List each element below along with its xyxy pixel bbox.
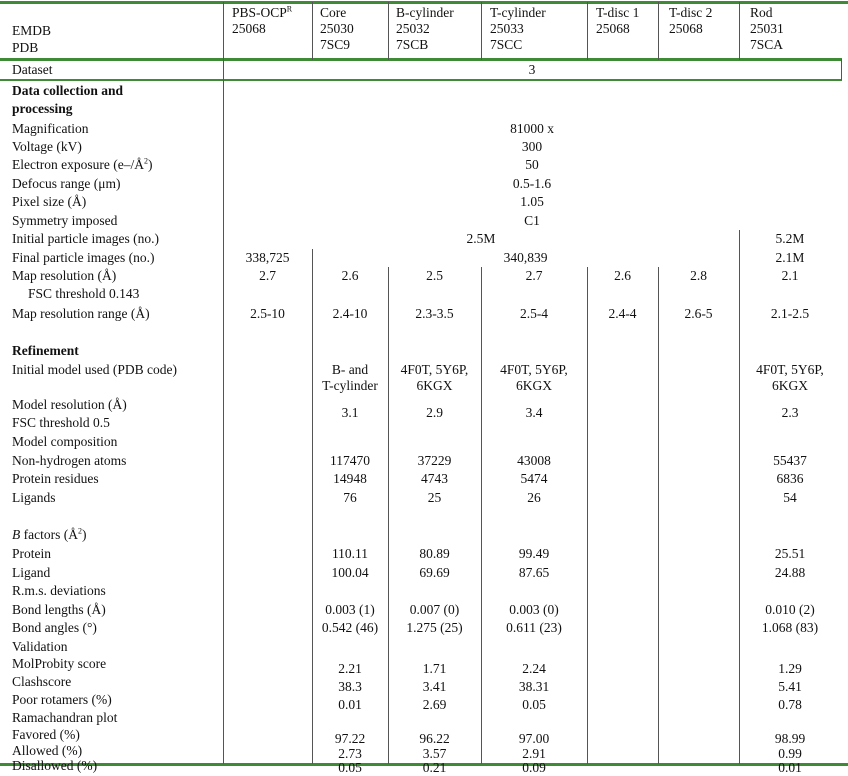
row-label-b-factors [12,527,86,543]
initial-particles-shared: 2.5M [466,231,496,246]
col-pdb: 7SCC [490,37,523,52]
model-res-core: 3.1 [341,405,359,420]
dataset-rule [0,79,842,81]
row-label: Model resolution (Å) [12,397,127,412]
value-cell-bcyl: 69.69 [419,565,450,580]
value-cell-core: 110.11 [331,546,369,561]
initial-model-bcyl [388,362,481,394]
value-cell-bcyl: 3.41 [422,679,447,694]
col-name-sup: R [286,4,293,14]
row-label: Poor rotamers (%) [12,692,112,707]
value-cell-rod: 98.99 [774,731,806,746]
col-divider [658,267,659,764]
header-rule [0,58,842,61]
value-cell-rod: 54 [783,490,797,505]
value-cell-core: 0.01 [338,697,362,712]
line: 4F0T, 5Y6P, [400,362,469,377]
value-cell-rod: 1.29 [778,661,802,676]
line: 4F0T, 5Y6P, [756,362,824,377]
initial-model-core [312,362,388,394]
row-label: R.m.s. deviations [12,583,106,598]
value-cell-rod: 0.78 [778,697,802,712]
row-label: Favored (%) [12,727,80,742]
value-cell-tcyl: 38.31 [518,679,550,694]
magnification-value: 81000 x [510,121,554,136]
col-name: PBS-OCP [232,5,287,20]
col-emdb: 25068 [232,21,266,36]
header-pdb-label: PDB [12,40,39,55]
value-cell-tcyl: 26 [527,490,541,505]
line: 4F0T, 5Y6P, [500,362,568,377]
value-cell-core: 97.22 [334,731,366,746]
map-range-cell: 2.5-10 [250,306,285,321]
value-cell-rod: 0.99 [778,746,802,761]
col-emdb: 25068 [669,21,703,36]
row-label: MolProbity score [12,656,107,671]
col-divider [739,2,740,60]
col-emdb: 25030 [320,21,354,36]
map-range-cell: 2.6-5 [684,306,713,321]
symmetry-value: C1 [524,213,540,228]
col-emdb: 25068 [596,21,630,36]
map-range-cell: 2.5-4 [519,306,549,321]
top-rule [0,1,848,4]
value-cell-bcyl: 80.89 [419,546,450,561]
col-divider [587,267,588,764]
label-text: Electron exposure (e–/Å [12,157,144,172]
model-res-bcyl: 2.9 [426,405,443,420]
value-cell-core: 38.3 [338,679,362,694]
value-cell-core: 2.73 [338,746,362,761]
value-cell-bcyl: 4743 [421,471,448,486]
row-label: Ligand [12,565,51,580]
value-cell-core: 100.04 [331,565,369,580]
value-cell-bcyl: 2.69 [422,697,447,712]
value-cell-core: 0.542 (46) [321,620,379,635]
col-header-b-cylinder: B-cylinder [396,5,454,20]
col-emdb: 25033 [490,21,524,36]
row-label: Defocus range (μm) [12,176,121,191]
row-label: Final particle images (no.) [12,250,155,265]
value-cell-tcyl: 0.003 (0) [509,602,559,617]
value-cell-bcyl: 96.22 [419,731,450,746]
map-resolution-cell: 2.8 [690,268,707,283]
value-cell-rod: 0.010 (2) [765,602,815,617]
row-label: Allowed (%) [12,743,83,758]
value-cell-bcyl: 37229 [417,453,452,468]
line: 6KGX [416,378,453,393]
defocus-value: 0.5-1.6 [512,176,552,191]
value-cell-tcyl: 97.00 [518,731,550,746]
dataset-value: 3 [528,62,536,77]
header-emdb-label: EMDB [12,23,52,38]
row-label: Initial particle images (no.) [12,231,159,246]
row-label: Validation [12,639,68,654]
row-label: Model composition [12,434,118,449]
col-header-rod: Rod [750,5,773,20]
row-label: Symmetry imposed [12,213,118,228]
value-cell-rod: 0.01 [778,760,802,775]
map-resolution-cell: 2.7 [259,268,276,283]
row-sublabel: FSC threshold 0.143 [28,286,140,301]
map-range-cell: 2.4-10 [332,306,368,321]
row-label: Clashscore [12,674,72,689]
col-divider [587,2,588,60]
final-particles-pbs: 338,725 [245,250,290,265]
value-cell-bcyl: 25 [427,490,442,505]
label-end: ) [81,527,87,542]
initial-model-rod [739,362,841,394]
value-cell-rod: 6836 [776,471,804,486]
label-end: ) [147,157,153,172]
value-cell-bcyl: 0.007 (0) [409,602,460,617]
row-label [12,157,152,173]
row-label: Pixel size (Å) [12,194,87,209]
row-label: Map resolution range (Å) [12,306,150,321]
row-label: Voltage (kV) [12,139,82,154]
final-particles-rod: 2.1M [775,250,805,265]
value-cell-tcyl: 2.91 [522,746,546,761]
col-header-pbs-ocp [232,5,292,21]
row-sublabel: FSC threshold 0.5 [12,415,110,430]
model-res-tcyl: 3.4 [525,405,543,420]
map-resolution-cell: 2.1 [781,268,799,283]
value-cell-core: 0.003 (1) [325,602,375,617]
value-cell-tcyl: 99.49 [518,546,550,561]
dataset-right-border [841,59,842,80]
row-label: Bond angles (°) [12,620,97,635]
col-header-t-disc-2: T-disc 2 [669,5,713,20]
row-label: Map resolution (Å) [12,268,117,283]
initial-model-tcyl [481,362,587,394]
label-sup: 2 [77,526,82,536]
initial-particles-rod: 5.2M [775,231,805,246]
row-label: Protein [12,546,51,561]
voltage-value: 300 [521,139,543,154]
section-title-refinement: Refinement [12,343,79,358]
label-italic: B [12,527,21,542]
map-range-cell: 2.1-2.5 [770,306,810,321]
row-label: Disallowed (%) [12,758,98,773]
value-cell-bcyl: 1.71 [422,661,447,676]
col-pdb: 7SC9 [320,37,351,52]
value-cell-core: 0.05 [338,760,362,775]
model-res-rod: 2.3 [781,405,799,420]
value-cell-tcyl: 2.24 [522,661,546,676]
value-cell-bcyl: 0.21 [422,760,447,775]
col-divider [223,2,224,764]
value-cell-rod: 24.88 [774,565,806,580]
value-cell-tcyl: 5474 [520,471,548,486]
map-resolution-cell: 2.6 [341,268,359,283]
col-pdb: 7SCA [750,37,784,52]
exposure-value: 50 [525,157,539,172]
line: 6KGX [772,378,808,393]
col-pdb: 7SCB [396,37,429,52]
value-cell-tcyl: 0.611 (23) [506,620,562,635]
value-cell-bcyl: 1.275 (25) [406,620,463,635]
dataset-label: Dataset [12,62,53,77]
value-cell-core: 2.21 [338,661,362,676]
value-cell-bcyl: 3.57 [422,746,447,761]
value-cell-tcyl: 0.09 [522,760,546,775]
col-header-core: Core [320,5,347,20]
row-label: Magnification [12,121,89,136]
value-cell-rod: 1.068 (83) [761,620,819,635]
line: B- and [331,362,369,377]
value-cell-core: 76 [343,490,357,505]
label-text: factors (Å [20,527,78,542]
line: T-cylinder [322,378,378,393]
value-cell-rod: 55437 [773,453,807,468]
value-cell-tcyl: 0.05 [522,697,546,712]
col-header-t-disc-1: T-disc 1 [596,5,640,20]
value-cell-rod: 25.51 [774,546,806,561]
row-label: Initial model used (PDB code) [12,362,177,377]
map-resolution-cell: 2.7 [525,268,543,283]
section-title-processing: processing [12,101,73,116]
col-emdb: 25031 [750,21,784,36]
col-divider [312,2,313,60]
value-cell-rod: 5.41 [778,679,802,694]
line: 6KGX [516,378,552,393]
map-range-cell: 2.3-3.5 [415,306,454,321]
map-resolution-cell: 2.6 [614,268,631,283]
label-sup: 2 [143,156,148,166]
section-title-data-collection: Data collection and [12,83,123,98]
row-label: Bond lengths (Å) [12,602,106,617]
final-particles-shared: 340,839 [503,250,548,265]
col-header-t-cylinder: T-cylinder [490,5,546,20]
value-cell-tcyl: 43008 [517,453,551,468]
row-label: Ramachandran plot [12,710,118,725]
col-emdb: 25032 [396,21,430,36]
col-divider [388,2,389,60]
map-resolution-cell: 2.5 [426,268,443,283]
value-cell-tcyl: 87.65 [518,565,550,580]
row-label: Non-hydrogen atoms [12,453,127,468]
value-cell-core: 117470 [330,453,370,468]
value-cell-core: 14948 [333,471,367,486]
col-divider [658,2,659,60]
col-divider [481,2,482,60]
map-range-cell: 2.4-4 [608,306,637,321]
pixel-value: 1.05 [520,194,544,209]
row-label: Ligands [12,490,56,505]
row-label: Protein residues [12,471,99,486]
